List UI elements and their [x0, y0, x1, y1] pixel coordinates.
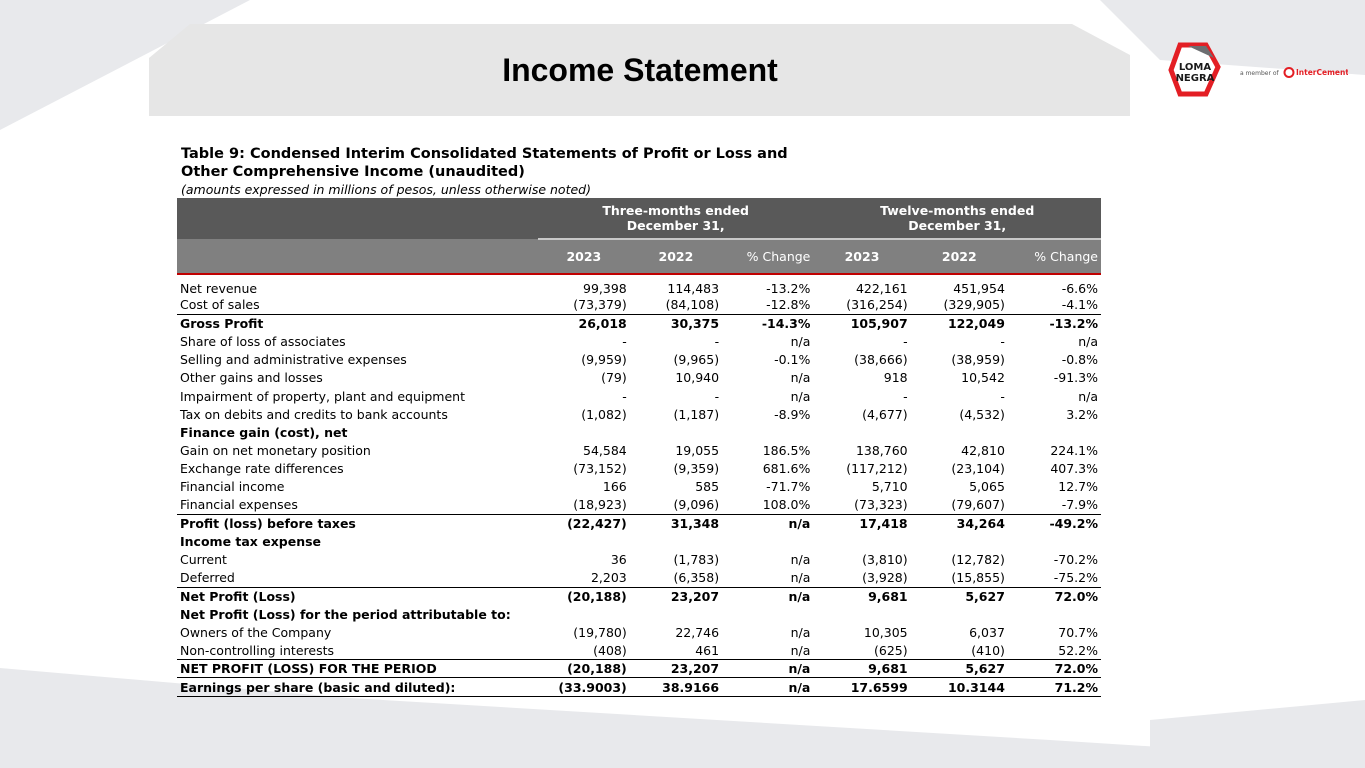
table-row: [177, 369, 1101, 387]
row-value: (73,152): [573, 461, 627, 477]
member-text: a member of: [1240, 70, 1279, 77]
col-2023-q: 2023: [538, 239, 630, 274]
row-label: Impairment of property, plant and equipment: [180, 388, 465, 404]
row-label: Net Profit (Loss): [180, 588, 296, 604]
row-value: 9,681: [813, 660, 910, 678]
row-value: (73,323): [813, 496, 910, 514]
row-value: (79): [601, 370, 627, 386]
row-value: 72.0%: [1054, 588, 1098, 604]
row-value: n/a: [788, 516, 811, 532]
table-row: [177, 387, 1101, 405]
row-value: 10.3144: [911, 678, 1008, 696]
row-label: Profit (loss) before taxes: [180, 516, 356, 532]
row-value: 138,760: [855, 443, 908, 459]
table-body: [177, 274, 1101, 696]
row-value: (15,855): [911, 569, 1008, 587]
row-value: (22,427): [567, 516, 627, 532]
row-value: 26,018: [578, 316, 627, 332]
row-value: n/a: [1078, 333, 1098, 349]
row-value: 108.0%: [722, 496, 813, 514]
row-label: Owners of the Company: [180, 624, 332, 640]
row-value: 54,584: [583, 443, 627, 459]
row-value: 585: [695, 479, 720, 495]
row-label: Financial expenses: [177, 496, 538, 514]
table-row: [177, 569, 1101, 587]
row-value: (329,905): [911, 296, 1008, 314]
table-row: [177, 423, 1101, 441]
row-value: 105,907: [850, 316, 908, 332]
row-value: -91.3%: [1053, 370, 1098, 386]
row-label: NET PROFIT (LOSS) FOR THE PERIOD: [177, 660, 538, 678]
table-row: [177, 405, 1101, 423]
table-row: [177, 296, 1101, 314]
row-value: (6,358): [630, 569, 722, 587]
row-value: (4,677): [862, 406, 908, 422]
caption-line-2: Other Comprehensive Income (unaudited): [181, 164, 525, 180]
row-value: 52.2%: [1008, 642, 1101, 660]
row-value: 122,049: [947, 316, 1005, 332]
row-label: Net Profit (Loss) for the period attributable to:: [180, 606, 511, 622]
row-value: n/a: [790, 552, 811, 568]
row-value: (1,187): [673, 406, 720, 422]
row-value: n/a: [722, 678, 813, 696]
row-value: (625): [813, 642, 910, 660]
row-value: [722, 532, 813, 550]
row-value: 5,065: [969, 479, 1005, 495]
row-value: 681.6%: [762, 461, 811, 477]
row-value: -: [1000, 333, 1005, 349]
header-three-months: Three-months ended December 31,: [538, 198, 813, 239]
row-value: [1008, 423, 1101, 441]
row-value: 23,207: [630, 660, 722, 678]
col-2022-q: 2022: [630, 239, 722, 274]
row-value: 5,710: [871, 479, 908, 495]
row-value: 2,203: [538, 569, 630, 587]
row-value: -: [714, 333, 720, 349]
row-value: 224.1%: [1050, 443, 1098, 459]
header-row-groups: [177, 198, 1101, 239]
row-value: [630, 532, 722, 550]
row-value: 422,161: [855, 281, 908, 296]
table-row: [177, 496, 1101, 514]
row-value: n/a: [722, 642, 813, 660]
row-value: (38,666): [854, 352, 908, 368]
row-value: 407.3%: [1050, 461, 1098, 477]
row-label: Earnings per share (basic and diluted):: [177, 678, 538, 696]
row-value: 10,940: [675, 370, 720, 386]
row-value: 72.0%: [1008, 660, 1101, 678]
row-value: -6.6%: [1061, 281, 1098, 296]
row-value: n/a: [790, 388, 811, 404]
row-value: -: [714, 388, 720, 404]
row-value: -: [622, 388, 627, 404]
row-value: n/a: [790, 370, 811, 386]
row-value: [911, 605, 1008, 623]
row-value: 70.7%: [1058, 624, 1098, 640]
table-row: [177, 460, 1101, 478]
table-row: [177, 587, 1101, 605]
row-value: (408): [538, 642, 630, 660]
row-value: [722, 605, 813, 623]
caption-note: (amounts expressed in millions of pesos, unless otherwise noted): [181, 182, 591, 197]
table-row: [177, 332, 1101, 350]
row-value: (3,810): [862, 552, 908, 568]
row-value: 186.5%: [762, 443, 811, 459]
row-value: 17,418: [859, 516, 908, 532]
row-value: 42,810: [961, 443, 1005, 459]
row-value: 114,483: [667, 281, 720, 296]
row-label: Deferred: [177, 569, 538, 587]
row-value: (18,923): [538, 496, 630, 514]
row-value: 461: [630, 642, 722, 660]
row-value: [1008, 605, 1101, 623]
header-row-columns: [177, 239, 1101, 274]
row-value: 918: [883, 370, 908, 386]
row-value: (117,212): [846, 461, 908, 477]
row-value: (12,782): [951, 552, 1005, 568]
row-value: [1008, 532, 1101, 550]
partner-text: InterCement: [1296, 68, 1348, 77]
row-value: -13.2%: [766, 281, 811, 296]
row-label: Non-controlling interests: [177, 642, 538, 660]
row-value: [538, 532, 630, 550]
row-value: (38,959): [951, 352, 1005, 368]
row-value: n/a: [790, 333, 811, 349]
caption-line-1: Table 9: Condensed Interim Consolidated Statements of Profit or Loss and: [181, 146, 788, 162]
col-change-y: % Change: [1008, 239, 1101, 274]
row-value: 30,375: [670, 316, 720, 332]
table-row: [177, 442, 1101, 460]
row-label: Cost of sales: [177, 296, 538, 314]
row-value: 10,305: [863, 624, 908, 640]
row-value: [538, 605, 630, 623]
row-label: Tax on debits and credits to bank accounts: [180, 406, 448, 422]
row-value: [813, 423, 910, 441]
row-value: -12.8%: [722, 296, 813, 314]
row-value: n/a: [1078, 388, 1098, 404]
row-value: (1,783): [673, 552, 720, 568]
row-label: Financial income: [180, 479, 285, 495]
row-value: -71.7%: [766, 479, 811, 495]
table-row: [177, 478, 1101, 496]
row-value: 17.6599: [813, 678, 910, 696]
row-value: -7.9%: [1008, 496, 1101, 514]
row-value: [911, 532, 1008, 550]
row-value: [630, 423, 722, 441]
row-value: -49.2%: [1049, 516, 1098, 532]
page-title: Income Statement: [502, 52, 778, 88]
row-value: (84,108): [630, 296, 722, 314]
row-value: [630, 605, 722, 623]
row-value: -13.2%: [1049, 316, 1098, 332]
row-value: (9,359): [673, 461, 720, 477]
row-value: -8.9%: [774, 406, 811, 422]
row-value: (410): [911, 642, 1008, 660]
row-value: 34,264: [956, 516, 1005, 532]
row-label: Gain on net monetary position: [180, 443, 371, 459]
row-value: (9,096): [630, 496, 722, 514]
row-value: (1,082): [581, 406, 627, 422]
row-value: 451,954: [953, 281, 1005, 296]
row-value: 6,037: [969, 624, 1005, 640]
table-row: [177, 514, 1101, 532]
row-value: (4,532): [959, 406, 1005, 422]
table-row: [177, 274, 1101, 296]
row-value: -70.2%: [1053, 552, 1098, 568]
row-value: n/a: [722, 569, 813, 587]
table-row: [177, 551, 1101, 569]
row-label: Selling and administrative expenses: [180, 352, 407, 368]
row-value: [911, 423, 1008, 441]
row-value: (73,379): [538, 296, 630, 314]
row-value: (19,780): [573, 624, 627, 640]
table-row: [177, 605, 1101, 623]
table-row: [177, 623, 1101, 641]
row-value: 22,746: [675, 624, 720, 640]
row-value: -: [1000, 388, 1005, 404]
row-value: (9,959): [581, 352, 627, 368]
row-value: -: [622, 333, 627, 349]
row-label: Finance gain (cost), net: [180, 424, 348, 440]
col-2023-y: 2023: [813, 239, 910, 274]
row-value: 23,207: [670, 588, 720, 604]
row-value: 166: [602, 479, 627, 495]
row-value: [722, 423, 813, 441]
row-label: Share of loss of associates: [180, 333, 346, 349]
row-value: 10,542: [961, 370, 1005, 386]
table-row: [177, 351, 1101, 369]
row-value: 9,681: [868, 588, 908, 604]
row-value: n/a: [788, 588, 811, 604]
row-value: -75.2%: [1008, 569, 1101, 587]
table-row: [177, 660, 1101, 678]
row-value: n/a: [722, 660, 813, 678]
row-value: (3,928): [813, 569, 910, 587]
header-twelve-months: Twelve-months ended December 31,: [813, 198, 1101, 239]
row-value: -: [903, 388, 908, 404]
row-value: (316,254): [813, 296, 910, 314]
row-value: (9,965): [673, 352, 720, 368]
row-value: 5,627: [911, 660, 1008, 678]
table-row: [177, 678, 1101, 696]
col-2022-y: 2022: [911, 239, 1008, 274]
table-caption: [181, 145, 788, 181]
row-label: Other gains and losses: [180, 370, 323, 386]
table-row: [177, 314, 1101, 332]
row-value: (33.9003): [538, 678, 630, 696]
row-value: -14.3%: [761, 316, 811, 332]
row-label: Gross Profit: [180, 316, 264, 332]
row-value: 38.9166: [630, 678, 722, 696]
row-value: (20,188): [567, 588, 627, 604]
table-row: [177, 642, 1101, 660]
logo-text-negra: NEGRA: [1175, 73, 1215, 84]
table-row: [177, 532, 1101, 550]
row-value: 36: [610, 552, 627, 568]
row-label: Exchange rate differences: [180, 461, 344, 477]
row-value: 99,398: [583, 281, 627, 296]
row-value: 19,055: [675, 443, 720, 459]
row-value: (20,188): [538, 660, 630, 678]
row-value: -0.1%: [774, 352, 811, 368]
brand-logo: [1168, 42, 1348, 102]
row-value: 3.2%: [1066, 406, 1098, 422]
row-value: -0.8%: [1061, 352, 1098, 368]
income-statement-table: [177, 198, 1101, 697]
row-label: Net revenue: [180, 281, 258, 296]
row-value: (23,104): [951, 461, 1005, 477]
row-label: Income tax expense: [180, 534, 322, 550]
row-value: -: [903, 333, 908, 349]
row-value: 71.2%: [1008, 678, 1101, 696]
row-value: -4.1%: [1008, 296, 1101, 314]
logo-text-loma: LOMA: [1178, 62, 1212, 73]
col-change-q: % Change: [722, 239, 813, 274]
row-label: Current: [180, 552, 227, 568]
row-value: [813, 532, 910, 550]
row-value: n/a: [790, 624, 811, 640]
row-value: (79,607): [911, 496, 1008, 514]
row-value: [538, 423, 630, 441]
row-value: 31,348: [670, 516, 720, 532]
row-value: 5,627: [965, 588, 1005, 604]
row-value: 12.7%: [1058, 479, 1098, 495]
row-value: [813, 605, 910, 623]
